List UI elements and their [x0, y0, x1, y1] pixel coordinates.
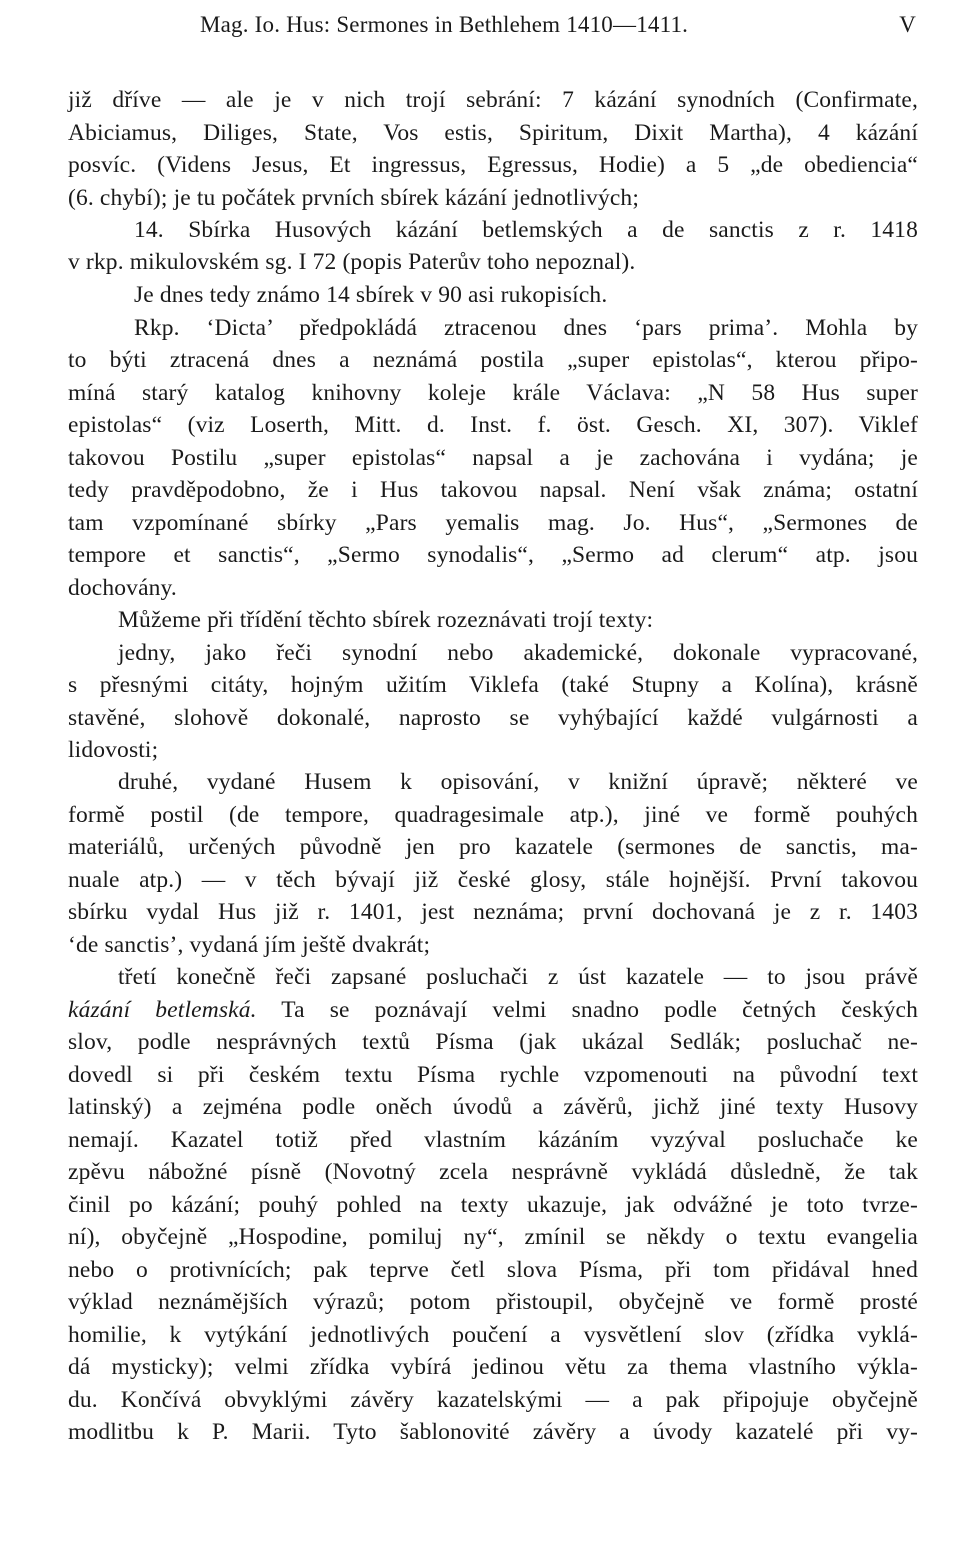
running-header — [200, 10, 916, 40]
text-line: s přesnými citáty, hojným užitím Viklefa (také Stupny a Kolína), krásně — [68, 672, 918, 698]
text-line: míná starý katalog knihovny koleje krále Václava: „N 58 Hus super — [68, 380, 918, 406]
text-line: ‘de sanctis’, vydaná jím ještě dvakrát; — [68, 932, 431, 958]
text-line: v rkp. mikulovském sg. I 72 (popis Paterův toho nepoznal). — [68, 249, 636, 275]
text-line: latinský) a zejména podle oněch úvodů a závěrů, jichž jiné texty Husovy — [68, 1094, 918, 1120]
text-line: jedny, jako řeči synodní nebo akademické, dokonale vypracované, — [118, 640, 918, 666]
text-line: sbírku vydal Hus již r. 1401, jest neznáma; první dochovaná je z r. 1403 — [68, 899, 918, 925]
text-line: formě postil (de tempore, quadragesimale atp.), jiné ve formě pouhých — [68, 802, 918, 828]
text-line-with-italic — [68, 995, 918, 1025]
text-line: činil po kázání; pouhý pohled na texty ukazuje, jak odvážné je toto tvrze- — [68, 1192, 918, 1218]
italic-phrase: kázání betlemská. — [68, 997, 257, 1023]
text-line: modlitbu k P. Marii. Tyto šablonovité závěry a úvody kazatelé při vy- — [68, 1419, 918, 1445]
text-line: homilie, k vytýkání jednotlivých poučení a vysvětlení slov (zřídka vyklá- — [68, 1322, 918, 1348]
text-line: posvíc. (Videns Jesus, Et ingressus, Egressus, Hodie) a 5 „de obediencia“ — [68, 152, 918, 178]
text-line: nebo o protivnících; pak teprve četl slova Písma, při tom přidával hned — [68, 1257, 918, 1283]
text-line: Rkp. ‘Dicta’ předpokládá ztracenou dnes ‘pars prima’. Mohla by — [134, 315, 918, 341]
text-line: třetí konečně řeči zapsané posluchači z úst kazatele — to jsou právě — [118, 964, 918, 990]
text-line: dá mysticky); velmi zřídka vybírá jedinou větu za thema vlastního výkla- — [68, 1354, 918, 1380]
text-line: slov, podle nesprávných textů Písma (jak ukázal Sedlák; posluchač ne- — [68, 1029, 918, 1055]
text-line: epistolas“ (viz Loserth, Mitt. d. Inst. f. öst. Gesch. XI, 307). Viklef — [68, 412, 918, 438]
text-line: druhé, vydané Husem k opisování, v knižní úpravě; některé ve — [118, 769, 918, 795]
text-line: to býti ztracená dnes a neznámá postila „super epistolas“, kterou připo- — [68, 347, 918, 373]
text-line: tempore et sanctis“, „Sermo synodalis“, „Sermo ad clerum“ atp. jsou — [68, 542, 918, 568]
text-line: ní), obyčejně „Hospodine, pomiluj ny“, zmínil se někdy o textu evangelia — [68, 1224, 918, 1250]
text-line: výklad neznámějších výrazů; potom přistoupil, obyčejně ve formě prosté — [68, 1289, 918, 1315]
text-line: tedy pravděpodobno, že i Hus takovou napsal. Není však známa; ostatní — [68, 477, 918, 503]
text-line: lidovosti; — [68, 737, 159, 763]
text-line-rest: Ta se poznávají velmi snadno podle četných českých — [256, 997, 918, 1023]
text-line: takovou Postilu „super epistolas“ napsal a je zachována i vydána; je — [68, 445, 918, 471]
text-line: dochovány. — [68, 575, 177, 601]
header-title: Mag. Io. Hus: Sermones in Bethlehem 1410—1411. — [200, 12, 689, 37]
text-line: Abiciamus, Diliges, State, Vos estis, Spiritum, Dixit Martha), 4 kázání — [68, 120, 918, 146]
text-line: tam vzpomínané sbírky „Pars yemalis mag. Jo. Hus“, „Sermones de — [68, 510, 918, 536]
text-line: (6. chybí); je tu počátek prvních sbírek kázání jednotlivých; — [68, 185, 640, 211]
text-line: Můžeme při třídění těchto sbírek rozeznávati trojí texty: — [118, 607, 654, 633]
text-line: du. Končívá obvyklými závěry kazatelskými — a pak připojuje obyčejně — [68, 1387, 918, 1413]
page-number: V — [899, 12, 916, 37]
text-line: Je dnes tedy známo 14 sbírek v 90 asi rukopisích. — [134, 282, 608, 308]
text-line: materiálů, určených původně jen pro kazatele (sermones de sanctis, ma- — [68, 834, 918, 860]
text-line: nemají. Kazatel totiž před vlastním kázáním vyzýval posluchače ke — [68, 1127, 918, 1153]
text-line: již dříve — ale je v nich trojí sebrání: 7 kázání synodních (Confirmate, — [68, 87, 918, 113]
text-line: nuale atp.) — v těch bývají již české glosy, stále hojnější. První takovou — [68, 867, 918, 893]
text-line: dovedl si při českém textu Písma rychle vzpomenouti na původní text — [68, 1062, 918, 1088]
text-line: 14. Sbírka Husových kázání betlemských a de sanctis z r. 1418 — [134, 217, 918, 243]
text-line: stavěné, slohově dokonalé, naprosto se vyhýbající každé vulgárnosti a — [68, 705, 918, 731]
text-line: zpěvu nábožné písně (Novotný zcela nesprávně vykládá důsledně, že tak — [68, 1159, 918, 1185]
